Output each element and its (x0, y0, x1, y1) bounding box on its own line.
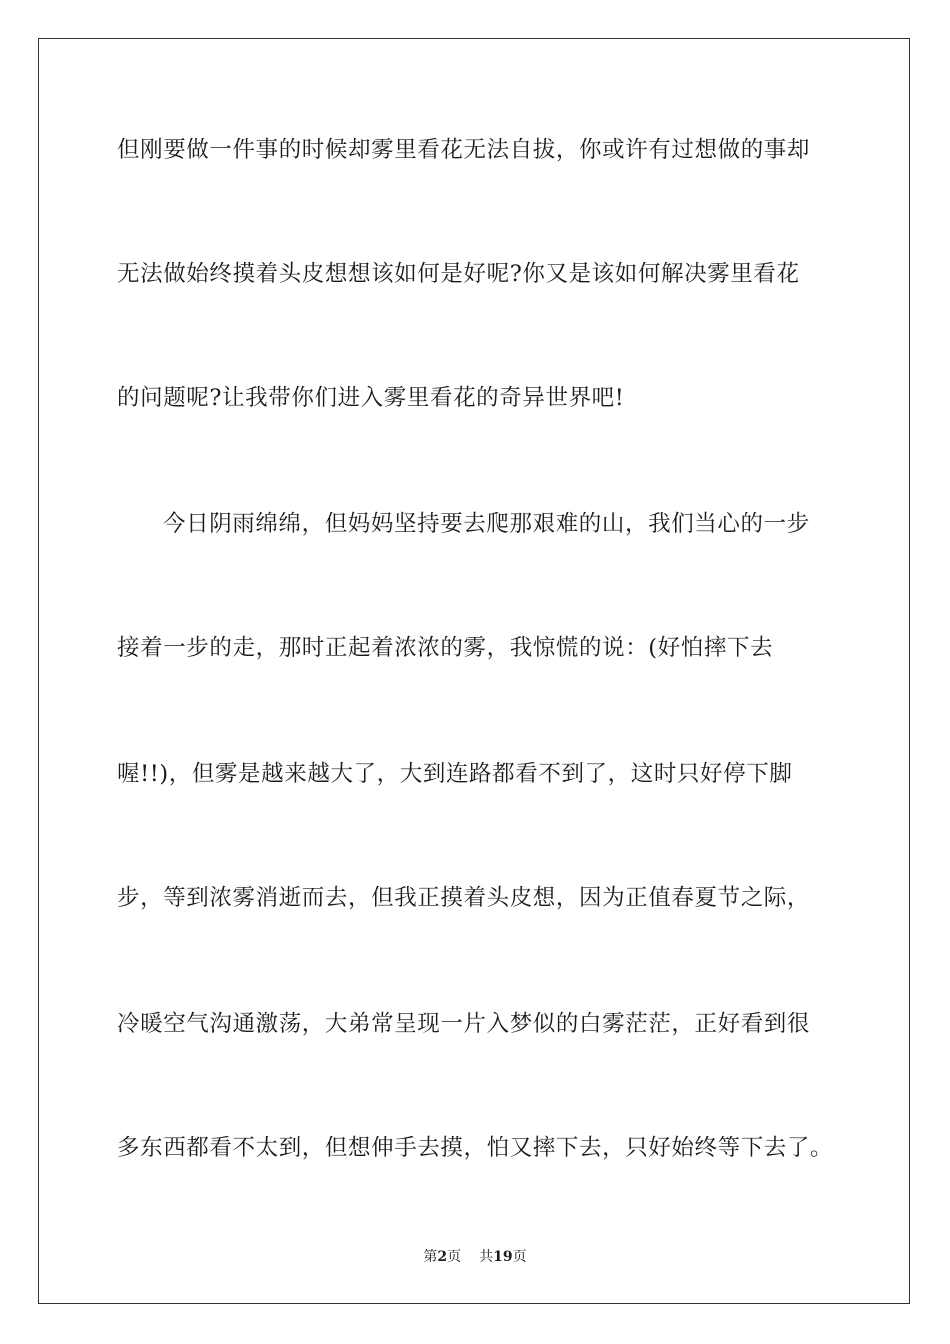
text-line-5: 接着一步的走，那时正起着浓浓的雾，我惊慌的说：(好怕摔下去 (117, 635, 774, 661)
text-line-8: 冷暖空气沟通激荡，大弟常呈现一片入梦似的白雾茫茫，正好看到很 (117, 1011, 811, 1037)
total-pages: 19 (493, 1249, 513, 1265)
text-line-7: 步，等到浓雾消逝而去，但我正摸着头皮想，因为正值春夏节之际， (117, 885, 811, 911)
text-line-9: 多东西都看不太到，但想伸手去摸，怕又摔下去，只好始终等下去了。 (117, 1135, 834, 1161)
text-line-4: 今日阴雨绵绵，但妈妈坚持要去爬那艰难的山，我们当心的一步 (163, 511, 810, 537)
text-line-2: 无法做始终摸着头皮想想该如何是好呢?你又是该如何解决雾里看花 (117, 261, 800, 287)
page-border (38, 38, 910, 1304)
total-suffix: 页 (512, 1249, 527, 1265)
text-line-3: 的问题呢?让我带你们进入雾里看花的奇异世界吧! (117, 385, 625, 411)
page-suffix: 页 (447, 1249, 462, 1265)
page-footer (0, 1248, 950, 1266)
text-line-1: 但刚要做一件事的时候却雾里看花无法自拔，你或许有过想做的事却 (117, 137, 811, 163)
text-line-6: 喔!!)，但雾是越来越大了，大到连路都看不到了，这时只好停下脚 (117, 761, 793, 787)
page-number: 2 (437, 1249, 448, 1265)
total-prefix: 共 (479, 1249, 494, 1265)
page-prefix: 第 (423, 1249, 438, 1265)
